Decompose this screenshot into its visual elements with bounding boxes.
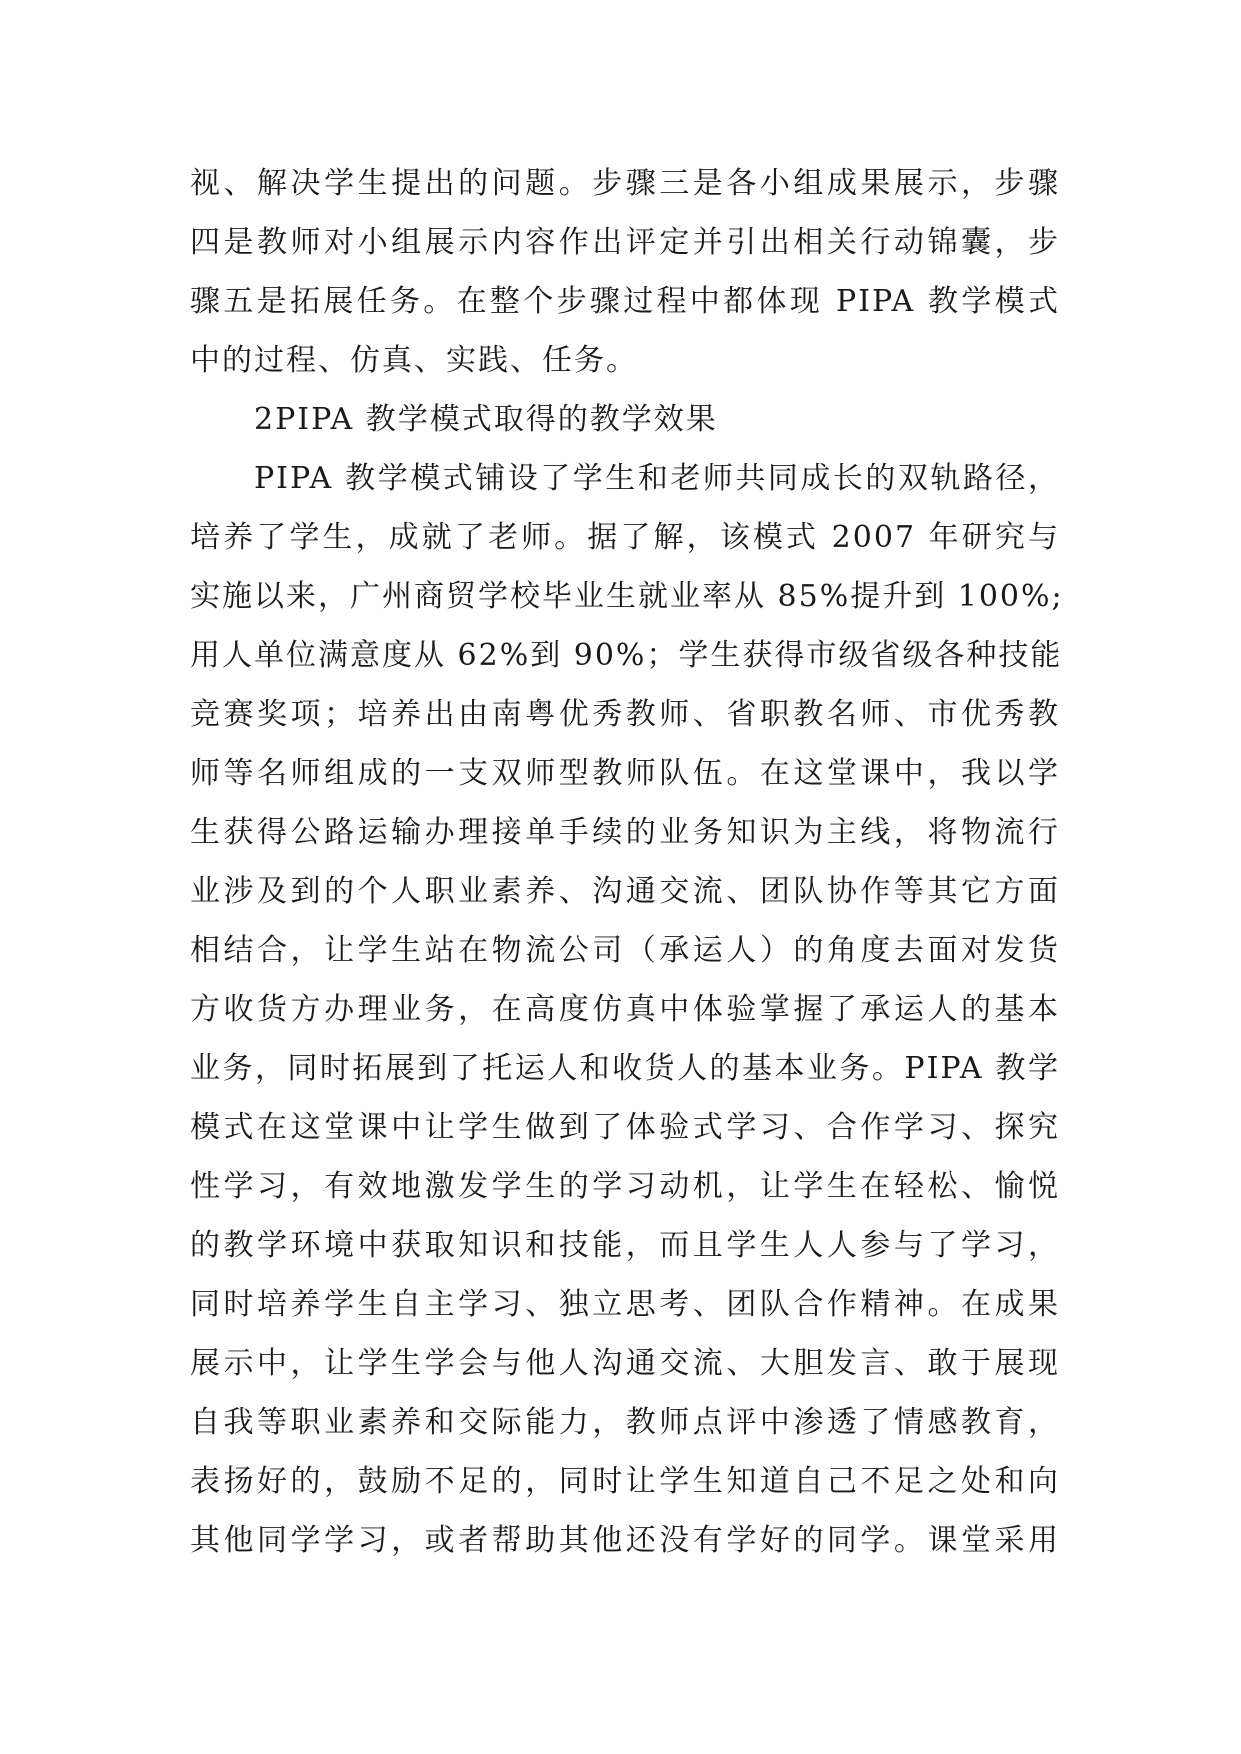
text-line: 实施以来，广州商贸学校毕业生就业率从 85%提升到 100%;: [190, 579, 1064, 614]
text-line: 业涉及到的个人职业素养、沟通交流、团队协作等其它方面: [190, 874, 1060, 909]
paragraph-effects: [190, 449, 1064, 1570]
text-line: 四是教师对小组展示内容作出评定并引出相关行动锦囊，步: [190, 225, 1060, 260]
text-line: 竞赛奖项；培养出由南粤优秀教师、省职教名师、市优秀教: [190, 697, 1060, 732]
text-line: 视、解决学生提出的问题。步骤三是各小组成果展示，步骤: [190, 166, 1060, 201]
text-line: 骤五是拓展任务。在整个步骤过程中都体现 PIPA 教学模式: [190, 284, 1060, 319]
section-heading: [190, 390, 1060, 449]
text-line: 性学习，有效地激发学生的学习动机，让学生在轻松、愉悦: [190, 1169, 1060, 1204]
text-line: 2PIPA 教学模式取得的教学效果: [254, 402, 718, 437]
text-line: 自我等职业素养和交际能力，教师点评中渗透了情感教育，: [190, 1405, 1060, 1440]
text-line: 表扬好的，鼓励不足的，同时让学生知道自己不足之处和向: [190, 1464, 1060, 1499]
text-line: 业务，同时拓展到了托运人和收货人的基本业务。PIPA 教学: [190, 1051, 1060, 1086]
text-line: 中的过程、仿真、实践、任务。: [190, 343, 638, 378]
text-line: 的教学环境中获取知识和技能，而且学生人人参与了学习，: [190, 1228, 1060, 1263]
text-line: 生获得公路运输办理接单手续的业务知识为主线，将物流行: [190, 815, 1060, 850]
text-line: 展示中，让学生学会与他人沟通交流、大胆发言、敢于展现: [190, 1346, 1060, 1381]
paragraph-continuation: [190, 154, 1060, 390]
text-line: 相结合，让学生站在物流公司（承运人）的角度去面对发货: [190, 933, 1060, 968]
text-line: 其他同学学习，或者帮助其他还没有学好的同学。课堂采用: [190, 1523, 1060, 1558]
text-line: 师等名师组成的一支双师型教师队伍。在这堂课中，我以学: [190, 756, 1060, 791]
text-line: 同时培养学生自主学习、独立思考、团队合作精神。在成果: [190, 1287, 1060, 1322]
text-line: 方收货方办理业务，在高度仿真中体验掌握了承运人的基本: [190, 992, 1060, 1027]
text-line: PIPA 教学模式铺设了学生和老师共同成长的双轨路径，: [254, 461, 1060, 496]
document-body: [190, 154, 1064, 1570]
text-line: 用人单位满意度从 62%到 90%；学生获得市级省级各种技能: [190, 638, 1063, 673]
text-line: 模式在这堂课中让学生做到了体验式学习、合作学习、探究: [190, 1110, 1060, 1145]
text-line: 培养了学生，成就了老师。据了解，该模式 2007 年研究与: [190, 520, 1060, 555]
